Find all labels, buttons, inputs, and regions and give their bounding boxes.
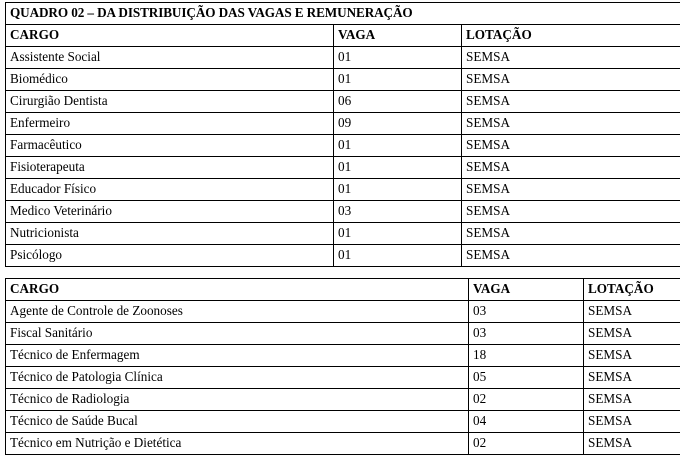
table-1-body bbox=[6, 3, 680, 267]
cell-vaga: 05 bbox=[469, 367, 584, 389]
cell-vaga: 01 bbox=[334, 223, 462, 245]
cell-cargo: Nutricionista bbox=[6, 223, 334, 245]
table-row bbox=[6, 433, 680, 455]
cell-lotacao: SEMSA bbox=[584, 301, 680, 323]
cell-vaga: 01 bbox=[334, 69, 462, 91]
cell-cargo: Fisioterapeuta bbox=[6, 157, 334, 179]
cell-cargo: Assistente Social bbox=[6, 47, 334, 69]
cell-lotacao: SEMSA bbox=[584, 389, 680, 411]
table-row bbox=[6, 91, 680, 113]
cell-vaga: 02 bbox=[469, 389, 584, 411]
cell-cargo: Fiscal Sanitário bbox=[6, 323, 469, 345]
cell-lotacao: SEMSA bbox=[462, 113, 680, 135]
cell-vaga: 09 bbox=[334, 113, 462, 135]
table-header-row bbox=[6, 25, 680, 47]
cell-vaga: 06 bbox=[334, 91, 462, 113]
table-row bbox=[6, 157, 680, 179]
table-row bbox=[6, 367, 680, 389]
cell-lotacao: SEMSA bbox=[584, 411, 680, 433]
vacancies-table-technical bbox=[5, 278, 680, 455]
cell-vaga: 04 bbox=[469, 411, 584, 433]
cell-lotacao: SEMSA bbox=[462, 179, 680, 201]
table-row bbox=[6, 389, 680, 411]
cell-vaga: 18 bbox=[469, 345, 584, 367]
cell-cargo: Técnico de Saúde Bucal bbox=[6, 411, 469, 433]
cell-cargo: Cirurgião Dentista bbox=[6, 91, 334, 113]
table-row bbox=[6, 345, 680, 367]
column-header-cargo: CARGO bbox=[6, 25, 334, 47]
cell-vaga: 03 bbox=[334, 201, 462, 223]
cell-vaga: 03 bbox=[469, 301, 584, 323]
table-row bbox=[6, 223, 680, 245]
cell-cargo: Técnico de Patologia Clínica bbox=[6, 367, 469, 389]
cell-lotacao: SEMSA bbox=[584, 367, 680, 389]
cell-cargo: Técnico de Enfermagem bbox=[6, 345, 469, 367]
cell-lotacao: SEMSA bbox=[462, 245, 680, 267]
cell-cargo: Biomédico bbox=[6, 69, 334, 91]
table-row bbox=[6, 245, 680, 267]
table-2-body bbox=[6, 279, 680, 455]
table-row bbox=[6, 179, 680, 201]
table-row bbox=[6, 323, 680, 345]
cell-cargo: Técnico de Radiologia bbox=[6, 389, 469, 411]
cell-lotacao: SEMSA bbox=[584, 345, 680, 367]
cell-lotacao: SEMSA bbox=[462, 69, 680, 91]
vacancies-table-higher-education bbox=[5, 2, 680, 267]
cell-vaga: 02 bbox=[469, 433, 584, 455]
cell-vaga: 01 bbox=[334, 179, 462, 201]
cell-lotacao: SEMSA bbox=[462, 157, 680, 179]
cell-lotacao: SEMSA bbox=[584, 433, 680, 455]
cell-cargo: Farmacêutico bbox=[6, 135, 334, 157]
table-row bbox=[6, 47, 680, 69]
cell-cargo: Psicólogo bbox=[6, 245, 334, 267]
cell-lotacao: SEMSA bbox=[462, 47, 680, 69]
table-row bbox=[6, 135, 680, 157]
page-title: QUADRO 02 – DA DISTRIBUIÇÃO DAS VAGAS E REMUNERAÇÃO bbox=[6, 3, 680, 25]
column-header-cargo: CARGO bbox=[6, 279, 469, 301]
table-row bbox=[6, 411, 680, 433]
column-header-vaga: VAGA bbox=[334, 25, 462, 47]
cell-vaga: 01 bbox=[334, 135, 462, 157]
table-row bbox=[6, 69, 680, 91]
cell-lotacao: SEMSA bbox=[584, 323, 680, 345]
cell-lotacao: SEMSA bbox=[462, 91, 680, 113]
cell-cargo: Técnico em Nutrição e Dietética bbox=[6, 433, 469, 455]
cell-cargo: Medico Veterinário bbox=[6, 201, 334, 223]
column-header-lotacao: LOTAÇÃO bbox=[462, 25, 680, 47]
column-header-vaga: VAGA bbox=[469, 279, 584, 301]
cell-vaga: 01 bbox=[334, 47, 462, 69]
table-row bbox=[6, 301, 680, 323]
cell-lotacao: SEMSA bbox=[462, 135, 680, 157]
table-row bbox=[6, 113, 680, 135]
cell-cargo: Enfermeiro bbox=[6, 113, 334, 135]
table-header-row bbox=[6, 279, 680, 301]
cell-vaga: 01 bbox=[334, 245, 462, 267]
cell-cargo: Agente de Controle de Zoonoses bbox=[6, 301, 469, 323]
cell-vaga: 01 bbox=[334, 157, 462, 179]
column-header-lotacao: LOTAÇÃO bbox=[584, 279, 680, 301]
table-row bbox=[6, 201, 680, 223]
cell-vaga: 03 bbox=[469, 323, 584, 345]
cell-cargo: Educador Físico bbox=[6, 179, 334, 201]
table-title-row bbox=[6, 3, 680, 25]
cell-lotacao: SEMSA bbox=[462, 201, 680, 223]
cell-lotacao: SEMSA bbox=[462, 223, 680, 245]
